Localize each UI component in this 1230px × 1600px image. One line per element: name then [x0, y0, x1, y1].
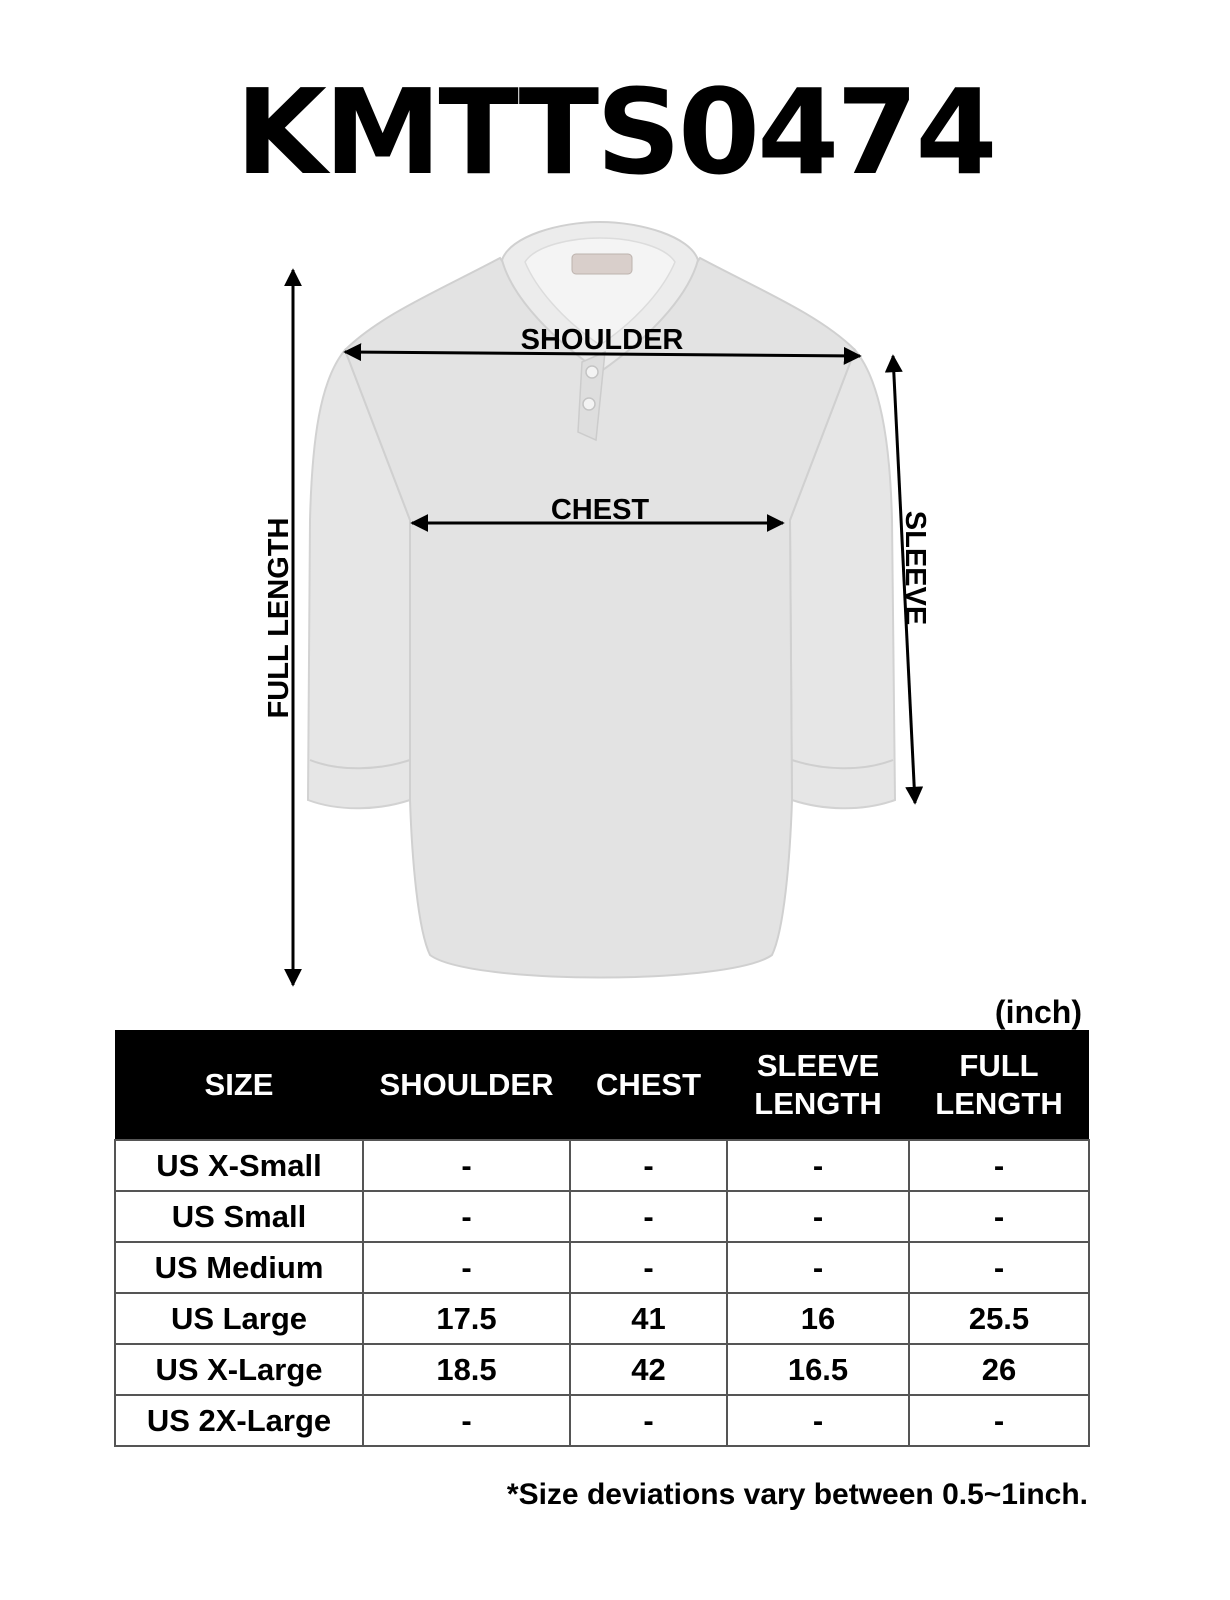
table-row: [115, 1395, 1089, 1446]
table-row: [115, 1140, 1089, 1191]
header-chest: CHEST: [570, 1030, 727, 1140]
cell-full-length: 26: [909, 1344, 1089, 1395]
header-size: SIZE: [115, 1030, 363, 1140]
cell-shoulder: -: [363, 1395, 570, 1446]
table-row: [115, 1344, 1089, 1395]
full-length-label: FULL LENGTH: [263, 517, 295, 719]
table-header-row: [115, 1030, 1089, 1140]
cell-sleeve-length: -: [727, 1242, 909, 1293]
cell-sleeve-length: -: [727, 1140, 909, 1191]
product-code-title: KMTTS0474: [235, 63, 995, 201]
cell-shoulder: -: [363, 1140, 570, 1191]
cell-full-length: -: [909, 1191, 1089, 1242]
cell-size: US X-Small: [115, 1140, 363, 1191]
cell-sleeve-length: -: [727, 1191, 909, 1242]
cell-sleeve-length: 16.5: [727, 1344, 909, 1395]
cell-size: US X-Large: [115, 1344, 363, 1395]
cell-size: US Medium: [115, 1242, 363, 1293]
cell-size: US Large: [115, 1293, 363, 1344]
cell-chest: -: [570, 1191, 727, 1242]
cell-shoulder: 17.5: [363, 1293, 570, 1344]
button-bottom: [583, 398, 595, 410]
cell-size: US Small: [115, 1191, 363, 1242]
brand-tag: [572, 254, 632, 274]
cell-full-length: -: [909, 1242, 1089, 1293]
cell-size: US 2X-Large: [115, 1395, 363, 1446]
cell-shoulder: -: [363, 1191, 570, 1242]
cell-chest: 42: [570, 1344, 727, 1395]
button-top: [586, 366, 598, 378]
cell-shoulder: 18.5: [363, 1344, 570, 1395]
chest-label: CHEST: [550, 494, 650, 526]
cell-full-length: -: [909, 1140, 1089, 1191]
header-full-length-text: FULL LENGTH: [935, 1047, 1063, 1121]
header-sleeve-length-text: SLEEVE LENGTH: [754, 1047, 882, 1121]
cell-full-length: -: [909, 1395, 1089, 1446]
shoulder-label: SHOULDER: [520, 324, 684, 356]
cell-chest: -: [570, 1242, 727, 1293]
size-deviation-note: *Size deviations vary between 0.5~1inch.: [506, 1478, 1088, 1511]
header-full-length: [909, 1030, 1089, 1140]
cell-sleeve-length: -: [727, 1395, 909, 1446]
header-shoulder: SHOULDER: [363, 1030, 570, 1140]
size-chart-table: [114, 1030, 1090, 1447]
cell-chest: -: [570, 1395, 727, 1446]
header-sleeve-length: [727, 1030, 909, 1140]
unit-label: (inch): [994, 994, 1082, 1030]
table-row: [115, 1293, 1089, 1344]
table-row: [115, 1191, 1089, 1242]
table-row: [115, 1242, 1089, 1293]
sleeve-label: SLEEVE: [899, 510, 931, 626]
cell-shoulder: -: [363, 1242, 570, 1293]
cell-sleeve-length: 16: [727, 1293, 909, 1344]
cell-full-length: 25.5: [909, 1293, 1089, 1344]
cell-chest: 41: [570, 1293, 727, 1344]
cell-chest: -: [570, 1140, 727, 1191]
